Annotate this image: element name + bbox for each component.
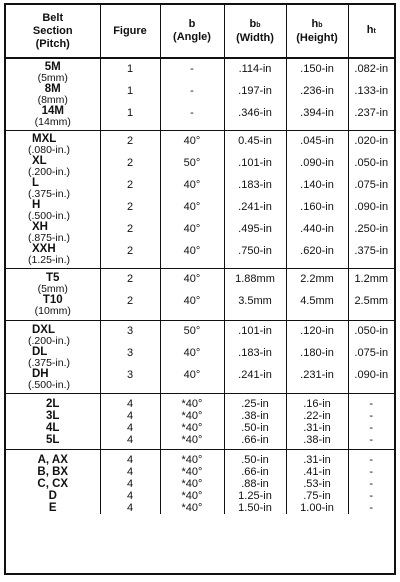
belt-section-table (6, 5, 394, 514)
height-cell (286, 58, 348, 131)
section-name: E (48, 502, 57, 514)
figure-value: 2 (126, 223, 134, 235)
belt-group-htd (6, 58, 394, 131)
figure-cell (100, 450, 160, 515)
figure-value: 4 (126, 454, 134, 466)
ht-value: .237-in (354, 107, 389, 119)
ht-value: 2.5mm (354, 295, 389, 307)
section-pitch: (14mm) (34, 116, 71, 128)
ht-cell (348, 131, 394, 269)
belt-group-light-v (6, 394, 394, 450)
section-pitch: (.500-in.) (28, 210, 71, 222)
section-name: MXL (32, 133, 57, 145)
ht-value: .133-in (354, 85, 389, 97)
width-value: 0.45-in (238, 135, 272, 147)
angle-value: 40° (183, 179, 201, 191)
header-height-label: (Height) (296, 31, 338, 44)
width-value: .183-in (238, 347, 272, 359)
height-value: .236-in (300, 85, 334, 97)
width-cell (224, 394, 286, 450)
figure-value: 4 (126, 466, 134, 478)
figure-cell (100, 58, 160, 131)
section-name: B, BX (37, 466, 69, 478)
height-value: .75-in (303, 490, 331, 502)
ht-value: - (369, 478, 374, 490)
width-value: .101-in (238, 325, 272, 337)
section-name: 14M (41, 105, 64, 117)
height-value: 1.00-in (300, 502, 334, 514)
ht-cell (348, 269, 394, 321)
height-value: .53-in (303, 478, 331, 490)
width-cell (224, 269, 286, 321)
ht-value: .090-in (354, 201, 389, 213)
width-value: 1.88mm (235, 273, 275, 285)
ht-cell (348, 58, 394, 131)
width-value: .241-in (238, 201, 272, 213)
section-name: DXL (32, 324, 55, 336)
angle-value: *40° (181, 434, 203, 446)
angle-cell (160, 394, 224, 450)
angle-value: 40° (183, 273, 201, 285)
angle-value: 40° (183, 347, 201, 359)
height-value: .231-in (300, 369, 334, 381)
section-name: XH (32, 221, 48, 233)
figure-value: 4 (126, 398, 134, 410)
figure-cell (100, 321, 160, 394)
height-value: .394-in (300, 107, 334, 119)
figure-value: 2 (126, 135, 134, 147)
angle-cell (160, 58, 224, 131)
height-value: .16-in (303, 398, 331, 410)
header-ht-symbol: h (366, 24, 374, 36)
width-value: .66-in (241, 434, 269, 446)
section-pitch: (.500-in.) (28, 379, 71, 391)
header-width-label: (Width) (236, 31, 274, 44)
ht-value: .020-in (354, 135, 389, 147)
header-ht-subscript: t (373, 28, 376, 35)
angle-value: *40° (181, 490, 203, 502)
angle-value: - (190, 63, 194, 75)
width-cell (224, 58, 286, 131)
height-value: .38-in (303, 434, 331, 446)
belt-group-t-series (6, 269, 394, 321)
ht-value: - (369, 466, 374, 478)
figure-value: 4 (126, 410, 134, 422)
section-name: 8M (44, 83, 61, 95)
angle-cell (160, 269, 224, 321)
section-name: 4L (46, 422, 60, 434)
section-name: C, CX (37, 478, 69, 490)
width-value: .66-in (241, 466, 269, 478)
figure-value: 1 (126, 85, 134, 97)
height-value: .440-in (300, 223, 334, 235)
height-value: .045-in (300, 135, 334, 147)
figure-value: 2 (126, 157, 134, 169)
ht-value: - (369, 422, 374, 434)
width-value: .241-in (238, 369, 272, 381)
table-header (6, 5, 394, 58)
header-bb-symbol: b (249, 17, 257, 30)
header-hb-subscript: b (318, 21, 323, 29)
ht-value: - (369, 410, 374, 422)
height-value: .160-in (300, 201, 334, 213)
figure-value: 2 (126, 245, 134, 257)
ht-value: - (369, 434, 374, 446)
width-value: .25-in (241, 398, 269, 410)
figure-cell (100, 269, 160, 321)
section-pitch: (.875-in.) (28, 232, 71, 244)
width-value: 1.50-in (238, 502, 272, 514)
angle-value: 40° (183, 245, 201, 257)
width-cell (224, 321, 286, 394)
width-value: .114-in (238, 63, 272, 75)
height-cell (286, 394, 348, 450)
figure-value: 1 (126, 63, 134, 75)
width-value: .750-in (238, 245, 272, 257)
header-angle-label: (Angle) (173, 31, 211, 43)
width-value: .495-in (238, 223, 272, 235)
ht-value: .375-in (354, 245, 389, 257)
section-pitch: (.080-in.) (28, 144, 71, 156)
section-name: T5 (46, 272, 60, 284)
ht-cell (348, 394, 394, 450)
figure-value: 4 (126, 502, 134, 514)
section-cell (6, 131, 100, 269)
figure-value: 2 (126, 295, 134, 307)
section-pitch: (5mm) (37, 72, 68, 84)
width-value: 3.5mm (238, 295, 272, 307)
width-cell (224, 450, 286, 515)
width-value: .50-in (241, 422, 269, 434)
height-cell (286, 131, 348, 269)
belt-section-table-frame (4, 3, 396, 575)
section-cell (6, 394, 100, 450)
width-value: .101-in (238, 157, 272, 169)
ht-value: .090-in (354, 369, 389, 381)
angle-value: *40° (181, 398, 203, 410)
width-value: .197-in (238, 85, 272, 97)
width-value: .183-in (238, 179, 272, 191)
angle-value: *40° (181, 422, 203, 434)
section-pitch: (1.25-in.) (28, 254, 71, 266)
header-b-symbol: b (188, 18, 196, 30)
width-value: 1.25-in (238, 490, 272, 502)
figure-value: 2 (126, 273, 134, 285)
width-value: .346-in (238, 107, 272, 119)
figure-value: 4 (126, 478, 134, 490)
section-cell (6, 321, 100, 394)
height-value: .090-in (300, 157, 334, 169)
ht-value: .250-in (354, 223, 389, 235)
header-belt-line: Belt (42, 11, 64, 24)
section-name: 3L (46, 410, 60, 422)
figure-cell (100, 394, 160, 450)
figure-value: 3 (126, 369, 134, 381)
ht-cell (348, 321, 394, 394)
height-cell (286, 450, 348, 515)
angle-value: 40° (183, 201, 201, 213)
angle-cell (160, 321, 224, 394)
section-name: D (48, 490, 57, 502)
figure-value: 3 (126, 347, 134, 359)
figure-value: 2 (126, 201, 134, 213)
header-bb-subscript: b (256, 21, 261, 29)
angle-value: *40° (181, 454, 203, 466)
section-cell (6, 58, 100, 131)
height-value: .22-in (303, 410, 331, 422)
angle-value: 40° (183, 369, 201, 381)
header-height (286, 5, 348, 58)
angle-value: 40° (183, 295, 201, 307)
section-pitch: (.375-in.) (28, 357, 71, 369)
section-name: A, AX (37, 454, 68, 466)
section-pitch: (.200-in.) (28, 166, 71, 178)
width-value: .88-in (241, 478, 269, 490)
height-value: .620-in (300, 245, 334, 257)
section-name: DH (32, 368, 49, 380)
angle-value: 40° (183, 135, 201, 147)
header-belt-section (6, 5, 100, 58)
figure-value: 1 (126, 107, 134, 119)
angle-value: *40° (181, 502, 203, 514)
section-pitch: (8mm) (37, 94, 68, 106)
angle-value: *40° (181, 466, 203, 478)
ht-value: .050-in (354, 157, 389, 169)
width-cell (224, 131, 286, 269)
header-angle (160, 5, 224, 58)
section-pitch: (5mm) (37, 283, 68, 295)
header-pitch-line: (Pitch) (35, 37, 70, 50)
height-value: .31-in (303, 454, 331, 466)
height-value: .41-in (303, 466, 331, 478)
width-value: .38-in (241, 410, 269, 422)
angle-value: 50° (183, 325, 201, 337)
figure-value: 3 (126, 325, 134, 337)
ht-cell (348, 450, 394, 515)
ht-value: .050-in (354, 325, 389, 337)
belt-group-classical-v (6, 450, 394, 515)
belt-group-trapezoidal (6, 131, 394, 269)
angle-value: - (190, 85, 194, 97)
height-value: 2.2mm (300, 273, 334, 285)
figure-value: 2 (126, 179, 134, 191)
header-section-line: Section (32, 24, 73, 37)
header-hb-symbol: h (311, 17, 319, 30)
width-value: .50-in (241, 454, 269, 466)
section-name: 5M (44, 61, 61, 73)
angle-value: *40° (181, 478, 203, 490)
section-name: H (32, 199, 41, 211)
ht-value: .082-in (354, 63, 389, 75)
height-cell (286, 269, 348, 321)
figure-value: 4 (126, 490, 134, 502)
section-name: L (32, 177, 40, 189)
height-value: .120-in (300, 325, 334, 337)
header-width (224, 5, 286, 58)
section-name: 5L (46, 434, 60, 446)
belt-group-double-sided (6, 321, 394, 394)
height-value: .31-in (303, 422, 331, 434)
height-value: .150-in (300, 63, 334, 75)
section-cell (6, 269, 100, 321)
angle-cell (160, 131, 224, 269)
angle-value: 50° (183, 157, 201, 169)
section-name: XXH (32, 243, 56, 255)
height-value: 4.5mm (300, 295, 334, 307)
ht-value: 1.2mm (354, 273, 389, 285)
ht-value: - (369, 502, 374, 514)
ht-value: - (369, 398, 374, 410)
ht-value: .075-in (354, 179, 389, 191)
height-cell (286, 321, 348, 394)
height-value: .180-in (300, 347, 334, 359)
height-value: .140-in (300, 179, 334, 191)
section-name: DL (32, 346, 48, 358)
figure-value: 4 (126, 434, 134, 446)
figure-value: 4 (126, 422, 134, 434)
angle-value: - (190, 107, 194, 119)
section-pitch: (10mm) (34, 305, 71, 317)
section-cell (6, 450, 100, 515)
angle-cell (160, 450, 224, 515)
section-name: T10 (42, 294, 63, 306)
ht-value: - (369, 490, 374, 502)
section-name: 2L (46, 398, 60, 410)
header-figure (100, 5, 160, 58)
header-figure-label: Figure (113, 24, 147, 37)
figure-cell (100, 131, 160, 269)
section-pitch: (.375-in.) (28, 188, 71, 200)
header-ht (348, 5, 394, 58)
section-name: XL (32, 155, 47, 167)
ht-value: - (369, 454, 374, 466)
section-pitch: (.200-in.) (28, 335, 71, 347)
angle-value: *40° (181, 410, 203, 422)
angle-value: 40° (183, 223, 201, 235)
ht-value: .075-in (354, 347, 389, 359)
